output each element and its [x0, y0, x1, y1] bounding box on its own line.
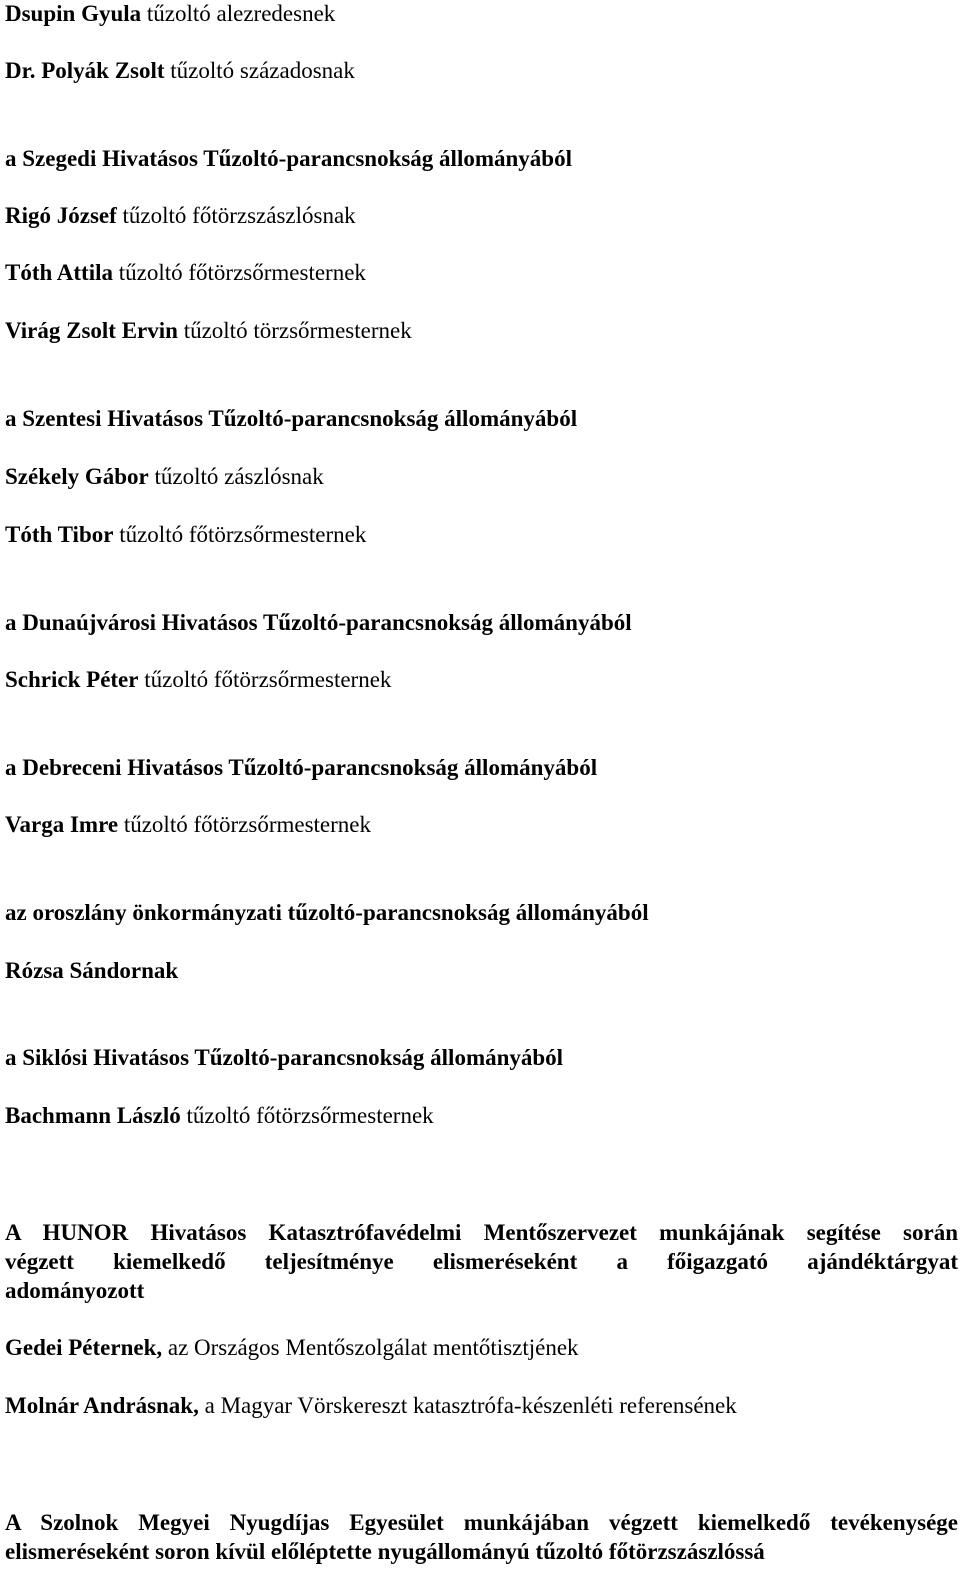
gift-recipient-gedei-peter	[5, 1334, 958, 1362]
rank-text: tűzoltó főtörzsőrmesternek	[180, 1103, 434, 1128]
entry-virag-zsolt-ervin	[5, 317, 958, 345]
person-name: Schrick Péter	[5, 667, 139, 692]
person-name: Molnár Andrásnak,	[5, 1393, 199, 1418]
section-heading-oroszlany	[5, 899, 958, 927]
role-text: az Országos Mentőszolgálat mentőtisztjének	[162, 1335, 579, 1360]
entry-szekely-gabor	[5, 463, 958, 491]
person-name: Dsupin Gyula	[5, 1, 142, 26]
rank-text: tűzoltó főtörzszászlósnak	[116, 203, 356, 228]
section-heading-szeged	[5, 145, 958, 173]
rank-text: tűzoltó főtörzsőrmesternek	[118, 812, 371, 837]
szolnok-paragraph-line-2: elismeréseként soron kívül előléptette nyugállományú tűzoltó főtörzszászlóssá	[5, 1539, 765, 1564]
unit-heading: a Debreceni Hivatásos Tűzoltó-parancsnokság állományából	[5, 755, 598, 780]
hunor-paragraph-line-1: A HUNOR Hivatásos Katasztrófavédelmi Mentőszervezet munkájának segítése során	[5, 1220, 958, 1245]
unit-heading: a Dunaújvárosi Hivatásos Tűzoltó-parancsnokság állományából	[5, 610, 632, 635]
entry-toth-tibor	[5, 521, 958, 549]
person-name: Tóth Attila	[5, 260, 113, 285]
role-text: a Magyar Vörskereszt katasztrófa-készenléti referensének	[198, 1393, 737, 1418]
entry-dsupin-gyula	[5, 0, 958, 28]
rank-text: tűzoltó zászlósnak	[148, 464, 324, 489]
person-name: Székely Gábor	[5, 464, 149, 489]
person-name: Rigó József	[5, 203, 117, 228]
rank-text: tűzoltó századosnak	[164, 58, 355, 83]
unit-heading: az oroszlány önkormányzati tűzoltó-parancsnokság állományából	[5, 900, 649, 925]
entry-bachmann-laszlo	[5, 1102, 958, 1130]
gift-recipient-molnar-andras	[5, 1392, 958, 1420]
person-name: Tóth Tibor	[5, 522, 114, 547]
entry-toth-attila	[5, 259, 958, 287]
unit-heading: a Szegedi Hivatásos Tűzoltó-parancsnokság állományából	[5, 146, 572, 171]
section-heading-dunaujvaros	[5, 609, 958, 637]
person-name: Bachmann László	[5, 1103, 181, 1128]
entry-polyak-zsolt	[5, 57, 958, 85]
person-name: Gedei Péternek,	[5, 1335, 163, 1360]
section-heading-szentes	[5, 405, 958, 433]
rank-text: tűzoltó törzsőrmesternek	[177, 318, 412, 343]
rank-text: tűzoltó főtörzsőrmesternek	[112, 260, 366, 285]
entry-rigo-jozsef	[5, 202, 958, 230]
section-heading-siklos	[5, 1044, 958, 1072]
person-name: Dr. Polyák Zsolt	[5, 58, 165, 83]
rank-text: tűzoltó alezredesnek	[141, 1, 336, 26]
unit-heading: a Szentesi Hivatásos Tűzoltó-parancsnokság állományából	[5, 406, 578, 431]
entry-rozsa-sandor	[5, 957, 958, 985]
person-name: Rózsa Sándornak	[5, 958, 179, 983]
section-heading-debrecen	[5, 754, 958, 782]
rank-text: tűzoltó főtörzsőrmesternek	[113, 522, 367, 547]
entry-schrick-peter	[5, 666, 958, 694]
szolnok-paragraph-line-1: A Szolnok Megyei Nyugdíjas Egyesület munkájában végzett kiemelkedő tevékenysége	[5, 1510, 958, 1535]
hunor-paragraph-line-3: adományozott	[5, 1278, 145, 1303]
hunor-paragraph-line-2: végzett kiemelkedő teljesítménye elismeréseként a főigazgató ajándéktárgyat	[5, 1249, 958, 1274]
entry-varga-imre	[5, 811, 958, 839]
person-name: Virág Zsolt Ervin	[5, 318, 178, 343]
person-name: Varga Imre	[5, 812, 119, 837]
unit-heading: a Siklósi Hivatásos Tűzoltó-parancsnokság állományából	[5, 1045, 564, 1070]
rank-text: tűzoltó főtörzsőrmesternek	[138, 667, 392, 692]
